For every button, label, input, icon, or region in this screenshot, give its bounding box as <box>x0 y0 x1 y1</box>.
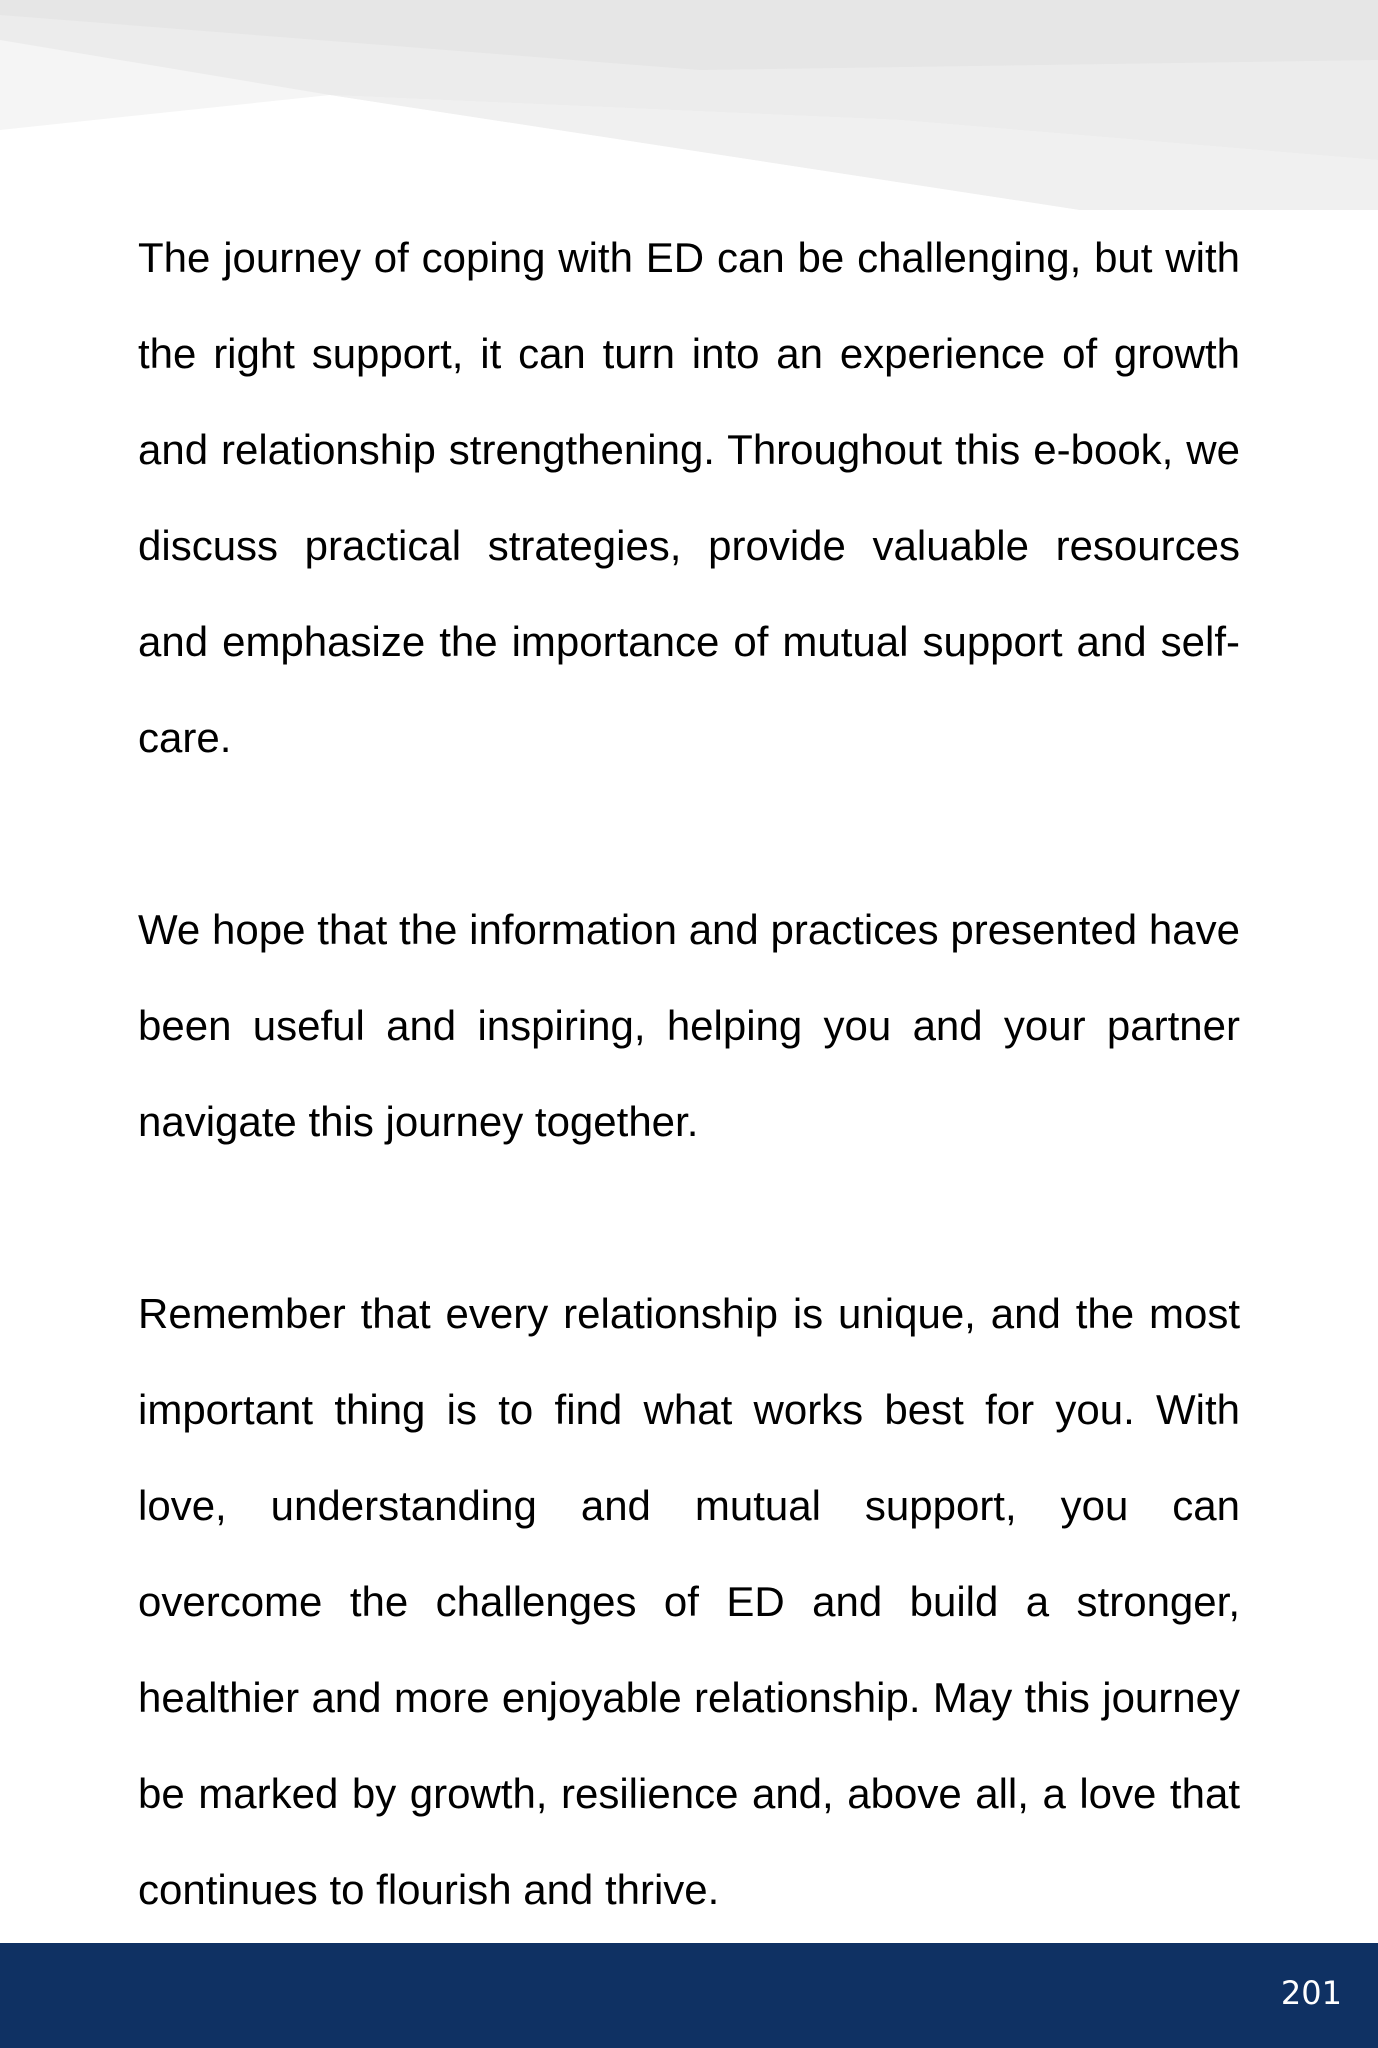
paragraph-journey: The journey of coping with ED can be challenging, but with the right support, it can turn into an experience of growth and relationship strengthening. Throughout this e-book, we discuss practical strategies, provide valuable resources and emphasize the importance of mutual support and self-care. <box>138 234 1240 761</box>
paragraph-remember: Remember that every relationship is unique, and the most important thing is to find what works best for you. With love, understanding and mutual support, you can overcome the challenges of ED and build a stronger, healthier and more enjoyable relationship. May this journey be marked by growth, resilience and, above all, a love that continues to flourish and thrive. <box>138 1290 1240 1913</box>
paragraph-hope: We hope that the information and practices presented have been useful and inspiring, helping you and your partner navigate this journey together. <box>138 906 1240 1145</box>
page-number: 201 <box>1280 1974 1342 2012</box>
header-decoration <box>0 0 1378 215</box>
footer-bar <box>0 1943 1378 2048</box>
page-content <box>138 210 1240 1938</box>
